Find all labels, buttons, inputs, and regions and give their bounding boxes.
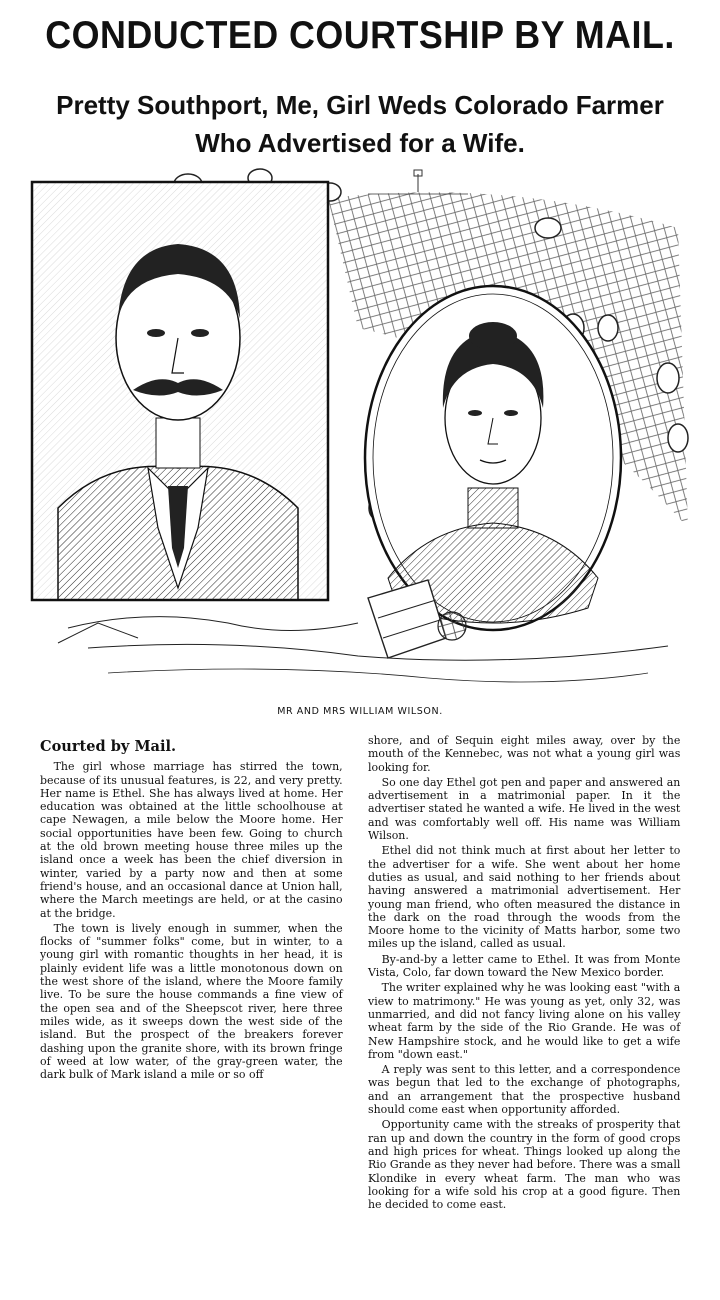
section-heading: Courted by Mail.: [40, 737, 177, 755]
article-paragraph: Ethel did not think much at first about her letter to the advertiser for a wife. She went about her home duties as usual, and said nothing to her friends about having answered a matrimonial advertisement. Her young man friend, who often measured the distance in the dark on the road through the woods from the Moore home to the vicinity of Matts harbor, some two miles up the island, called as usual.: [368, 844, 681, 951]
article-paragraph: By-and-by a letter came to Ethel. It was from Monte Vista, Colo, far down toward the New Mexico border.: [368, 952, 681, 980]
article-paragraph: So one day Ethel got pen and paper and answered an advertisement in a matrimonial paper. In it the advertiser stated he wanted a wife. He lived in the west and was comfortably well off. His name was William Wilson.: [368, 775, 681, 843]
headline: CONDUCTED COURTSHIP BY MAIL.: [45, 14, 675, 57]
subheadline-line-2: Who Advertised for a Wife.: [195, 128, 525, 158]
article-column-left: [40, 734, 343, 1083]
woman-portrait: [365, 286, 621, 630]
subheadline-line-1: Pretty Southport, Me, Girl Weds Colorado Farmer: [56, 90, 664, 120]
illustration-caption: MR AND MRS WILLIAM WILSON.: [277, 706, 443, 717]
article-paragraph: A reply was sent to this letter, and a correspondence was begun that led to the exchange of photographs, and an arrangement that the prospective husband should come east when opportunity afforded.: [368, 1063, 681, 1117]
article-column-right: [368, 734, 680, 1213]
subheadline: [20, 86, 700, 162]
article-paragraph: shore, and of Sequin eight miles away, over by the mouth of the Kennebec, was not what a young girl was looking for.: [368, 734, 681, 774]
article-paragraph: The town is lively enough in summer, when the flocks of "summer folks" come, but in winter, to a young girl with romantic thoughts in her head, it is plainly evident life was a little monotonous down on the west shore of the island, where the Moore family live. To be sure the house commands a fine view of the open sea and of the Sheepscot river, here three miles wide, as it sweeps down the west side of the island. But the prospect of the breakers forever dashing upon the granite shore, with its brown fringe of weed at low water, of the gray-green water, the dark bulk of Mark island a mile or so off: [40, 921, 343, 1082]
article-paragraph: The writer explained why he was looking east "with a view to matrimony." He was young as yet, only 32, was unmarried, and did not fancy living alone on his valley wheat farm by the side of the Rio Grande. He was of New Hampshire stock, and he would like to get a wife from "down east.": [368, 981, 681, 1061]
article-paragraph: Opportunity came with the streaks of prosperity that ran up and down the country in the form of good crops and high prices for wheat. Things looked up along the Rio Grande as they never had before. There was a small Klondike in every wheat farm. The man who was looking for a wife sold his crop at a good figure. Then he decided to come east.: [368, 1118, 681, 1212]
article-paragraph: The girl whose marriage has stirred the town, because of its unusual features, is 22, and very pretty. Her name is Ethel. She has always lived at home. Her education was obtained at the little schoolhouse at cape Newagen, a mile below the Moore home. Her social opportunities have been few. Going to church at the old brown meeting house three miles up the island once a week has been the chief diversion in winter, varied by a party now and then at some friend's house, and an occasional dance at Union hall, where the March meetings are held, or at the casino at the bridge.: [40, 760, 343, 920]
lighthouse: [368, 170, 468, 194]
portrait-illustration: [28, 168, 708, 698]
man-portrait: [32, 182, 328, 600]
